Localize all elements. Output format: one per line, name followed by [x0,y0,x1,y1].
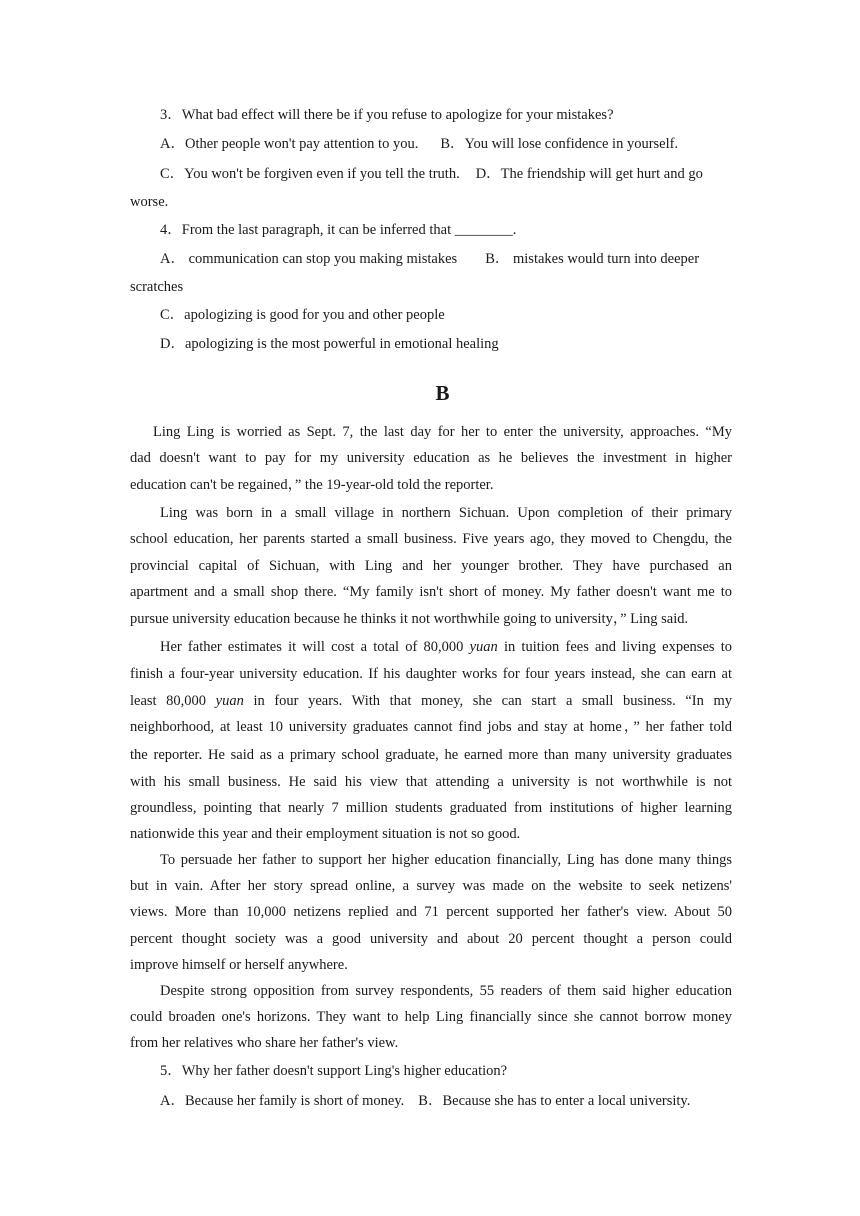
passage-p4-line-4: percent thought society was a good university and about 20 percent thought a person could [130,931,732,947]
passage-p3-line-3 [130,691,732,711]
question-3-option-d-cont: worse. [130,194,169,210]
passage-p3-line-4: neighborhood, at least 10 university graduates cannot find jobs and stay at home，” her father told [130,719,732,735]
question-3-stem: 3．What bad effect will there be if you refuse to apologize for your mistakes? [160,107,614,123]
passage-p2-line-3: provincial capital of Sichuan, with Ling and her younger brother. They have purchased an [130,558,732,574]
passage-p4-line-3: views. More than 10,000 netizens replied and 71 percent supported her father's view. About 50 [130,904,732,920]
question-5-option-a: A．Because her family is short of money. [160,1093,405,1109]
passage-p3-text: Her father estimates it will cost a total of 80,000 [160,639,470,655]
passage-p5-line-1: Despite strong opposition from survey respondents, 55 readers of them said higher education [160,983,732,999]
passage-p3-line-8: nationwide this year and their employment situation is not so good. [130,826,521,842]
passage-p3-text: in tuition fees and living expenses to [497,639,732,655]
passage-p5-line-3: from her relatives who share her father's view. [130,1035,399,1051]
passage-p3-line-1 [160,637,732,657]
passage-p3-text: least 80,000 [130,693,216,709]
question-5-option-b: B．Because she has to enter a local university. [418,1093,691,1109]
passage-p2-line-4: apartment and a small shop there. “My family isn't short of money. My father doesn't want me to [130,584,732,600]
passage-p3-line-6: with his small business. He said his view that attending a university is not worthwhile is not [130,774,732,790]
passage-p3-line-2: finish a four-year university education. If his daughter works for four years instead, she can earn at [130,666,732,682]
passage-p3-italic: yuan [215,693,244,709]
passage-p5-line-2: could broaden one's horizons. They want to help Ling financially since she cannot borrow money [130,1009,732,1025]
question-4-option-b-cont: scratches [130,279,184,295]
question-4-stem: 4．From the last paragraph, it can be inferred that ________. [160,222,517,238]
question-4-option-c: C．apologizing is good for you and other people [160,307,445,323]
question-3-option-a: A．Other people won't pay attention to you. [160,136,419,152]
passage-p2-line-1: Ling was born in a small village in northern Sichuan. Upon completion of their primary [160,505,732,521]
question-5-stem: 5．Why her father doesn't support Ling's higher education? [160,1063,508,1079]
passage-p3-line-7: groundless, pointing that nearly 7 million students graduated from institutions of higher learning [130,800,732,816]
question-4-option-a: A． communication can stop you making mistakes [160,251,458,267]
passage-p1-line-1: Ling Ling is worried as Sept. 7, the last day for her to enter the university, approaches. “My [153,424,732,440]
question-4-option-d: D．apologizing is the most powerful in emotional healing [160,336,499,352]
question-3-option-c: C．You won't be forgiven even if you tell the truth. [160,166,460,182]
question-4-options-ab [160,249,732,269]
passage-p3-text: in four years. With that money, she can start a small business. “In my [243,693,732,709]
passage-p1-line-2: dad doesn't want to pay for my university education as he believes the investment in higher [130,450,732,466]
passage-p2-line-5: pursue university education because he thinks it not worthwhile going to university，” Ling said. [130,611,689,627]
passage-p2-line-2: school education, her parents started a small business. Five years ago, they moved to Chengdu, the [130,531,732,547]
passage-p3-line-5: the reporter. He said as a primary school graduate, he earned more than many university graduates [130,747,732,763]
question-5-options-ab [160,1091,732,1111]
passage-p4-line-2: but in vain. After her story spread online, a survey was made on the website to seek netizens' [130,878,732,894]
question-3-option-b: B．You will lose confidence in yourself. [440,136,679,152]
question-4-option-b: B． mistakes would turn into deeper [485,251,700,267]
section-heading: B [435,381,450,405]
passage-p1-line-3: education can't be regained，” the 19-year-old told the reporter. [130,477,494,493]
passage-p4-line-1: To persuade her father to support her higher education financially, Ling has done many things [160,852,732,868]
question-3-options-ab [160,134,732,154]
passage-p4-line-5: improve himself or herself anywhere. [130,957,348,973]
question-3-option-d: D．The friendship will get hurt and go [475,166,703,182]
question-3-options-cd [160,164,732,184]
passage-p3-italic: yuan [469,639,498,655]
